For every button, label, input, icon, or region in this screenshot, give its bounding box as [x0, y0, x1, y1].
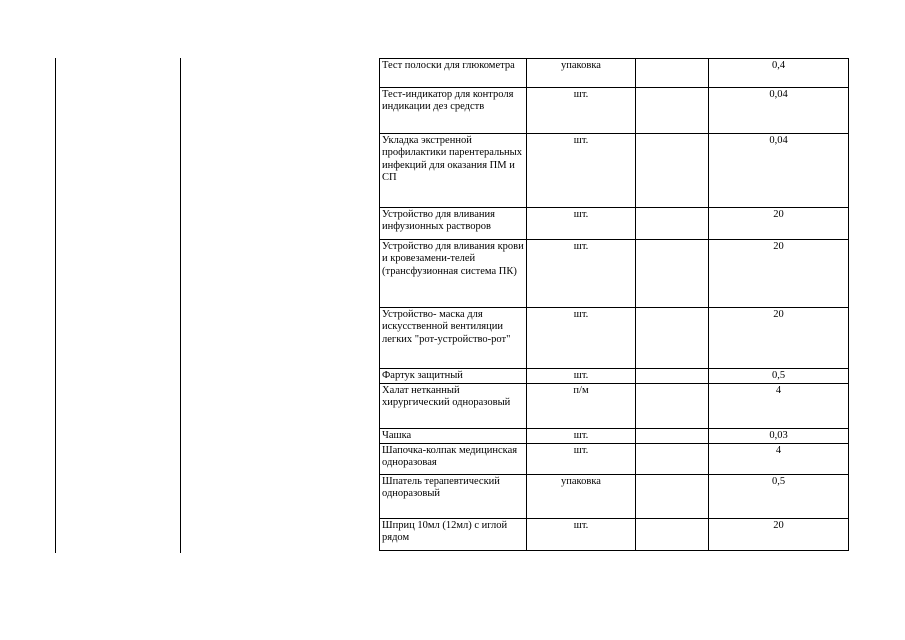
- quantity-cell: 20: [709, 519, 849, 551]
- empty-cell: [636, 444, 709, 475]
- table-row: [380, 444, 849, 475]
- empty-cell: [636, 240, 709, 308]
- unit-cell: упаковка: [527, 59, 636, 88]
- item-name-cell: Фартук защитный: [380, 369, 527, 384]
- supplies-table: [379, 58, 849, 551]
- quantity-cell: 4: [709, 384, 849, 429]
- unit-cell: шт.: [527, 519, 636, 551]
- item-name-cell: Укладка экстренной профилактики парентеральных инфекций для оказания ПМ и СП: [380, 134, 527, 208]
- item-name-cell: Тест полоски для глюкометра: [380, 59, 527, 88]
- unit-cell: шт.: [527, 308, 636, 369]
- unit-cell: шт.: [527, 444, 636, 475]
- quantity-cell: 20: [709, 308, 849, 369]
- table-row: [380, 475, 849, 519]
- unit-cell: шт.: [527, 134, 636, 208]
- empty-cell: [636, 88, 709, 134]
- table-row: [380, 240, 849, 308]
- quantity-cell: 0,5: [709, 475, 849, 519]
- empty-cell: [636, 384, 709, 429]
- table-row: [380, 88, 849, 134]
- left-border-line-1: [55, 58, 56, 553]
- item-name-cell: Халат нетканный хирургический одноразовый: [380, 384, 527, 429]
- item-name-cell: Тест-индикатор для контроля индикации дез средств: [380, 88, 527, 134]
- empty-cell: [636, 208, 709, 240]
- item-name-cell: Устройство для вливания инфузионных растворов: [380, 208, 527, 240]
- unit-cell: шт.: [527, 208, 636, 240]
- table-row: [380, 59, 849, 88]
- quantity-cell: 0,04: [709, 88, 849, 134]
- item-name-cell: Шапочка-колпак медицинская одноразовая: [380, 444, 527, 475]
- empty-cell: [636, 369, 709, 384]
- unit-cell: шт.: [527, 369, 636, 384]
- quantity-cell: 4: [709, 444, 849, 475]
- quantity-cell: 20: [709, 208, 849, 240]
- table-row: [380, 208, 849, 240]
- table-row: [380, 519, 849, 551]
- empty-cell: [636, 429, 709, 444]
- unit-cell: упаковка: [527, 475, 636, 519]
- empty-cell: [636, 475, 709, 519]
- unit-cell: шт.: [527, 240, 636, 308]
- left-border-line-2: [180, 58, 181, 553]
- empty-cell: [636, 134, 709, 208]
- empty-cell: [636, 308, 709, 369]
- table-row: [380, 429, 849, 444]
- item-name-cell: Шприц 10мл (12мл) с иглой рядом: [380, 519, 527, 551]
- item-name-cell: Устройство для вливания крови и кровезамени-телей (трансфузионная система ПК): [380, 240, 527, 308]
- table-row: [380, 384, 849, 429]
- table-row: [380, 308, 849, 369]
- empty-cell: [636, 59, 709, 88]
- quantity-cell: 0,03: [709, 429, 849, 444]
- quantity-cell: 0,4: [709, 59, 849, 88]
- table-row: [380, 134, 849, 208]
- quantity-cell: 0,04: [709, 134, 849, 208]
- item-name-cell: Шпатель терапевтический одноразовый: [380, 475, 527, 519]
- unit-cell: шт.: [527, 88, 636, 134]
- table-row: [380, 369, 849, 384]
- unit-cell: шт.: [527, 429, 636, 444]
- quantity-cell: 20: [709, 240, 849, 308]
- unit-cell: п/м: [527, 384, 636, 429]
- item-name-cell: Чашка: [380, 429, 527, 444]
- item-name-cell: Устройство- маска для искусственной вентиляции легких "рот-устройство-рот": [380, 308, 527, 369]
- quantity-cell: 0,5: [709, 369, 849, 384]
- empty-cell: [636, 519, 709, 551]
